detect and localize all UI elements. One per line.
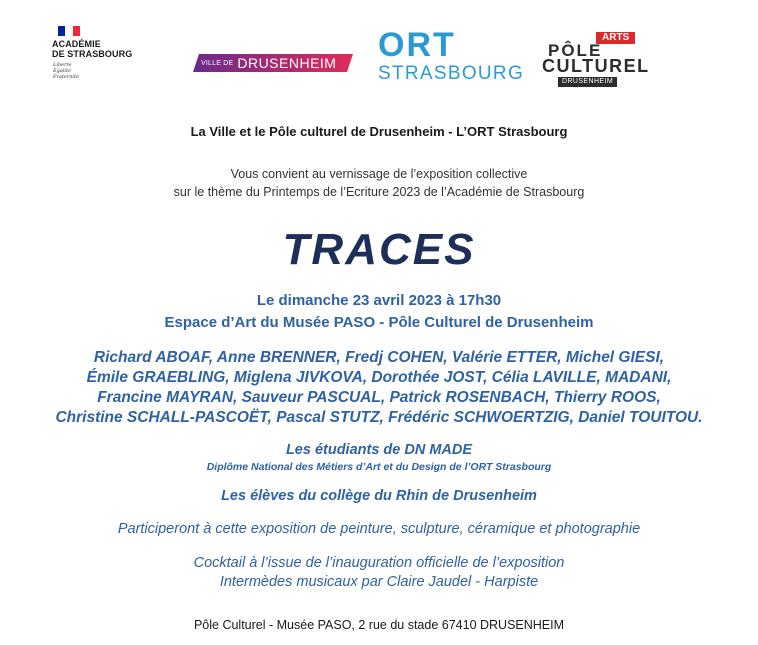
- pole-culturel-logo: [540, 32, 680, 94]
- invitation-line-2: sur le thème du Printemps de l’Ecriture 2023 de l’Académie de Strasbourg: [173, 185, 585, 199]
- ville-prefix: VILLE DE: [201, 59, 234, 67]
- logo-bar: [0, 18, 758, 93]
- ville-drusenheim-logo: [193, 52, 353, 74]
- music-line: Intermèdes musicaux par Claire Jaudel - Harpiste: [219, 574, 539, 590]
- students-subtitle: Diplôme National des Métiers d’Art et du Design de l’ORT Strasbourg: [206, 461, 552, 473]
- host-line: La Ville et le Pôle culturel de Drusenheim - L’ORT Strasbourg: [190, 124, 568, 139]
- exhibition-title: TRACES: [282, 225, 476, 274]
- motto-liberte: Liberté: [53, 62, 72, 68]
- address-line: Pôle Culturel - Musée PASO, 2 rue du stade 67410 DRUSENHEIM: [193, 618, 565, 632]
- academie-motto: [53, 62, 162, 80]
- ort-city: STRASBOURG: [378, 63, 525, 84]
- ville-name: DRUSENHEIM: [237, 55, 337, 71]
- pole-arts-tag: ARTS: [596, 32, 635, 44]
- academie-name-line2: DE STRASBOURG: [52, 49, 133, 59]
- participation-line: Participeront à cette exposition de peinture, sculpture, céramique et photographie: [117, 521, 641, 537]
- event-date: Le dimanche 23 avril 2023 à 17h30: [256, 292, 502, 309]
- academie-name: ACADÉMIE: [52, 39, 101, 49]
- artists-line-3: Francine MAYRAN, Sauveur PASCUAL, Patrick ROSENBACH, Thierry ROOS,: [97, 389, 661, 406]
- ort-name: ORT: [378, 26, 456, 64]
- pole-sub: DRUSENHEIM: [558, 77, 617, 87]
- pole-line1: PÔLE: [548, 41, 603, 60]
- artists-line-4: Christine SCHALL-PASCOËT, Pascal STUTZ, Frédéric SCHWOERTZIG, Daniel TOUITOU.: [55, 409, 703, 426]
- cocktail-line: Cocktail à l’issue de l’inauguration officielle de l’exposition: [193, 555, 565, 571]
- artists-line-1: Richard ABOAF, Anne BRENNER, Fredj COHEN, Valérie ETTER, Michel GIESI,: [93, 349, 665, 366]
- students-title: Les étudiants de DN MADE: [285, 442, 473, 458]
- invitation-line-1: Vous convient au vernissage de l’exposition collective: [230, 167, 528, 181]
- motto-fraternite: Fraternité: [53, 74, 79, 80]
- motto-egalite: Égalité: [53, 68, 71, 74]
- event-place: Espace d’Art du Musée PASO - Pôle Culturel de Drusenheim: [164, 314, 594, 331]
- college-line: Les élèves du collège du Rhin de Drusenheim: [221, 488, 537, 504]
- artists-line-2: Émile GRAEBLING, Miglena JIVKOVA, Dorothée JOST, Célia LAVILLE, MADANI,: [86, 369, 672, 386]
- french-flag-icon: [58, 26, 80, 36]
- ville-label: [201, 55, 336, 71]
- ort-strasbourg-logo: [378, 28, 528, 84]
- academie-strasbourg-logo: [52, 26, 162, 80]
- pole-line2: CULTUREL: [542, 56, 650, 76]
